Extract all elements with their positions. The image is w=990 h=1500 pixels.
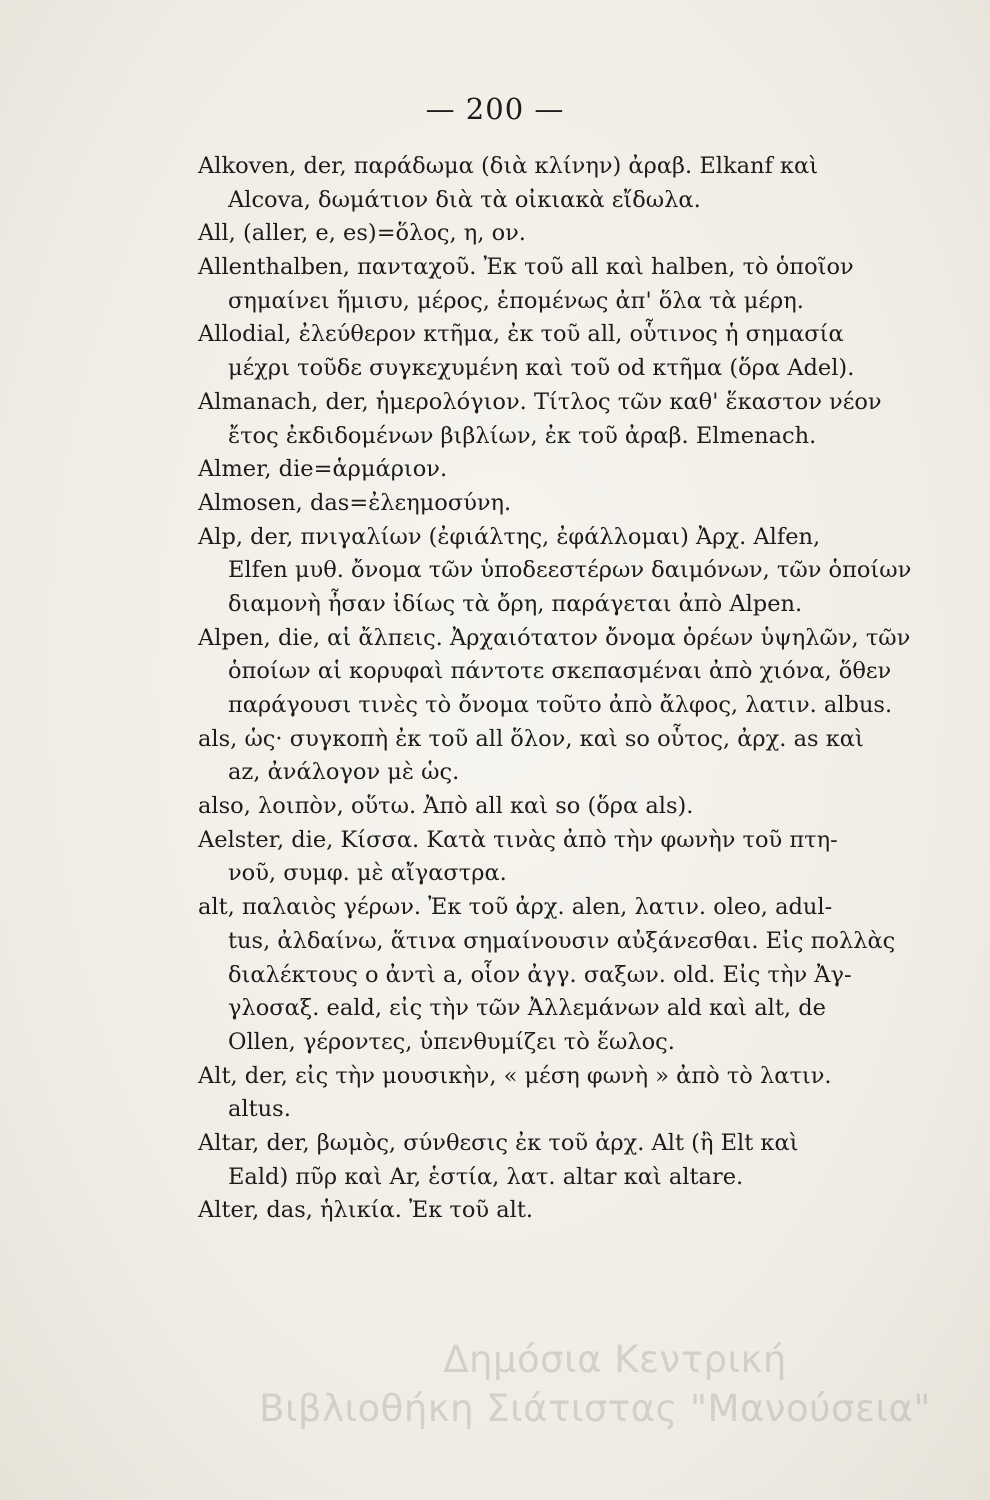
library-watermark-line-1: Δημόσια Κεντρική bbox=[443, 1338, 787, 1381]
text-line: Aelster, die, Κίσσα. Κατὰ τινὰς ἀπὸ τὴν φωνὴν τοῦ πτη- bbox=[198, 826, 838, 853]
dictionary-entries bbox=[198, 150, 928, 1228]
text-line: Almanach, der, ἡμερολόγιον. Τίτλος τῶν καθ' ἕκαστον νέον bbox=[198, 388, 882, 415]
text-line: Alpen, die, αἱ ἄλπεις. Ἀρχαιότατον ὄνομα ὀρέων ὑψηλῶν, τῶν bbox=[198, 624, 911, 651]
text-line: Allodial, ἐλεύθερον κτῆμα, ἐκ τοῦ all, οὗτινος ἡ σημασία bbox=[198, 321, 844, 348]
text-line: Elfen μυθ. ὄνομα τῶν ὑποδεεστέρων δαιμόνων, τῶν ὁποίων bbox=[228, 557, 912, 584]
text-line: Almer, die=ἁρμάριον. bbox=[198, 456, 448, 483]
text-line: διαλέκτους o ἀντὶ a, οἷον ἀγγ. σαξων. old. Εἰς τὴν Ἀγ- bbox=[228, 961, 852, 988]
text-line: σημαίνει ἥμισυ, μέρος, ἑπομένως ἀπ' ὅλα τὰ μέρη. bbox=[228, 287, 804, 314]
text-line: νοῦ, συμφ. μὲ αἴγαστρα. bbox=[228, 860, 507, 887]
text-line: Ollen, γέροντες, ὑπενθυμίζει τὸ ἕωλος. bbox=[228, 1028, 675, 1055]
text-line: μέχρι τοῦδε συγκεχυμένη καὶ τοῦ od κτῆμα (ὅρα Adel). bbox=[228, 355, 855, 382]
text-line: Altar, der, βωμὸς, σύνθεσις ἐκ τοῦ ἀρχ. Alt (ἢ Elt καὶ bbox=[198, 1129, 799, 1156]
text-line: Alkoven, der, παράδωμα (διὰ κλίνην) ἀραβ. Elkanf καὶ bbox=[198, 153, 819, 179]
library-watermark-line-2: Βιβλιοθήκη Σιάτιστας "Μανούσεια" bbox=[259, 1387, 931, 1430]
text-line: tus, ἀλδαίνω, ἅτινα σημαίνουσιν αὐξάνεσθαι. Εἰς πολλὰς bbox=[228, 927, 896, 954]
text-line: Alcova, δωμάτιον διὰ τὰ οἰκιακὰ εἴδωλα. bbox=[228, 186, 701, 213]
text-line: also, λοιπὸν, οὕτω. Ἀπὸ all καὶ so (ὅρα als). bbox=[198, 793, 694, 820]
text-line: Almosen, das=ἐλεημοσύνη. bbox=[198, 489, 512, 516]
text-line: παράγουσι τινὲς τὸ ὄνομα τοῦτο ἀπὸ ἄλφος, λατιν. albus. bbox=[228, 692, 893, 718]
text-line: Alter, das, ἡλικία. Ἐκ τοῦ alt. bbox=[198, 1197, 534, 1224]
text-line: az, ἀνάλογον μὲ ὡς. bbox=[228, 759, 460, 786]
text-line: All, (aller, e, es)=ὅλος, η, ον. bbox=[198, 220, 526, 247]
text-line: als, ὡς· συγκοπὴ ἐκ τοῦ all ὅλον, καὶ so οὗτος, ἀρχ. as καὶ bbox=[198, 725, 864, 752]
text-line: Alt, der, εἰς τὴν μουσικὴν, « μέση φωνὴ » ἀπὸ τὸ λατιν. bbox=[198, 1062, 832, 1089]
text-line: alt, παλαιὸς γέρων. Ἐκ τοῦ ἀρχ. alen, λατιν. oleo, adul- bbox=[198, 894, 833, 921]
text-line: ἔτος ἐκδιδομένων βιβλίων, ἐκ τοῦ ἀραβ. Elmenach. bbox=[228, 422, 817, 449]
text-line: ὁποίων αἱ κορυφαὶ πάντοτε σκεπασμέναι ἀπὸ χιόνα, ὅθεν bbox=[228, 658, 892, 685]
text-line: Alp, der, πνιγαλίων (ἐφιάλτης, ἐφάλλομαι) Ἀρχ. Alfen, bbox=[198, 523, 821, 550]
text-line: altus. bbox=[228, 1096, 291, 1123]
text-line: γλοσαξ. eald, εἰς τὴν τῶν Ἀλλεμάνων ald καὶ alt, de bbox=[228, 995, 826, 1022]
text-line: Allenthalben, πανταχοῦ. Ἐκ τοῦ all καὶ halben, τὸ ὁποῖον bbox=[198, 254, 854, 281]
text-line: διαμονὴ ἦσαν ἰδίως τὰ ὄρη, παράγεται ἀπὸ Alpen. bbox=[228, 590, 803, 617]
page-number: — 200 — bbox=[425, 92, 565, 126]
text-line: Eald) πῦρ καὶ Ar, ἑστία, λατ. altar καὶ altare. bbox=[228, 1163, 744, 1190]
